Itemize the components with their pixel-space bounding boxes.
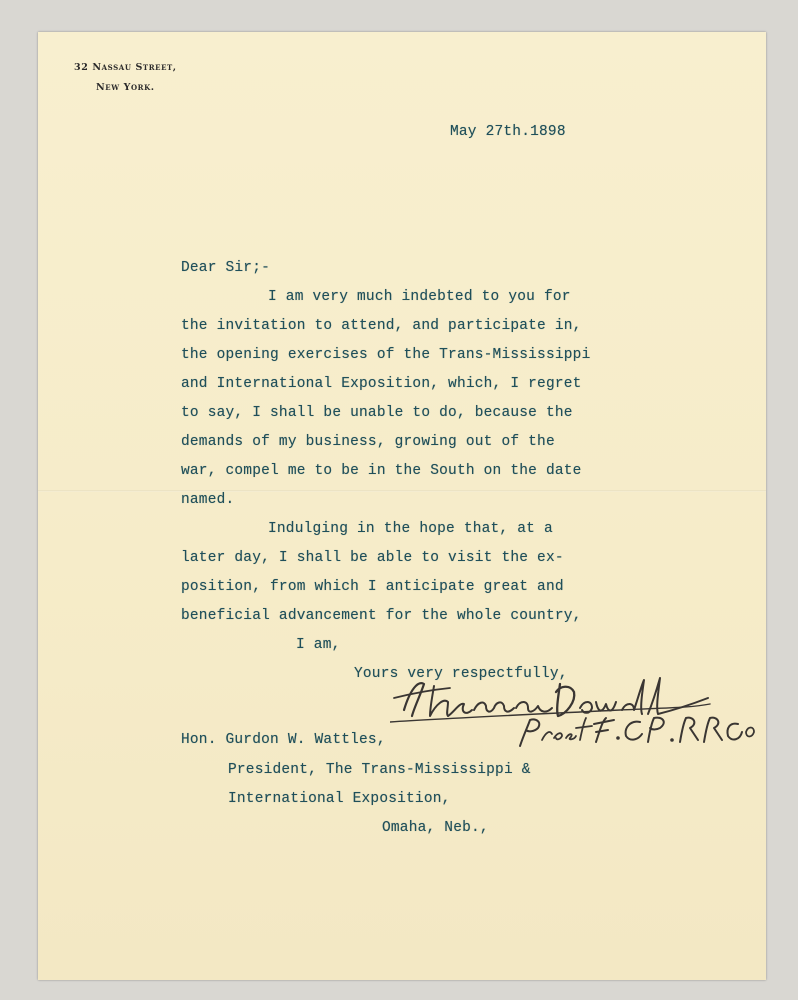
fold-crease bbox=[38, 490, 766, 492]
body-line: beneficial advancement for the whole country, bbox=[181, 608, 582, 624]
body-line: to say, I shall be unable to do, because the bbox=[181, 405, 573, 421]
letter-page bbox=[38, 32, 766, 980]
signature-drawing bbox=[390, 668, 760, 758]
body-line: the opening exercises of the Trans-Mississippi bbox=[181, 347, 591, 363]
recipient-organization: International Exposition, bbox=[228, 791, 451, 807]
body-line: I am very much indebted to you for bbox=[268, 289, 571, 305]
body-line: demands of my business, growing out of the bbox=[181, 434, 555, 450]
body-line: I am, bbox=[296, 637, 341, 653]
recipient-title: President, The Trans-Mississippi & bbox=[228, 762, 531, 778]
body-line: named. bbox=[181, 492, 235, 508]
recipient-city: Omaha, Neb., bbox=[382, 820, 489, 836]
body-line: war, compel me to be in the South on the date bbox=[181, 463, 582, 479]
body-line: later day, I shall be able to visit the ex- bbox=[181, 550, 564, 566]
body-line: the invitation to attend, and participate in, bbox=[181, 318, 582, 334]
signature bbox=[390, 668, 760, 758]
body-line: Indulging in the hope that, at a bbox=[268, 521, 553, 537]
closing: Yours very respectfully, bbox=[354, 666, 568, 682]
body-line: and International Exposition, which, I regret bbox=[181, 376, 582, 392]
salutation: Dear Sir;- bbox=[181, 260, 271, 276]
letterhead-street: 32 Nassau Street, bbox=[74, 62, 177, 73]
letterhead-city: New York. bbox=[96, 82, 155, 93]
letter-date: May 27th.1898 bbox=[450, 124, 566, 140]
body-line: position, from which I anticipate great and bbox=[181, 579, 564, 595]
recipient-name: Hon. Gurdon W. Wattles, bbox=[181, 732, 386, 748]
